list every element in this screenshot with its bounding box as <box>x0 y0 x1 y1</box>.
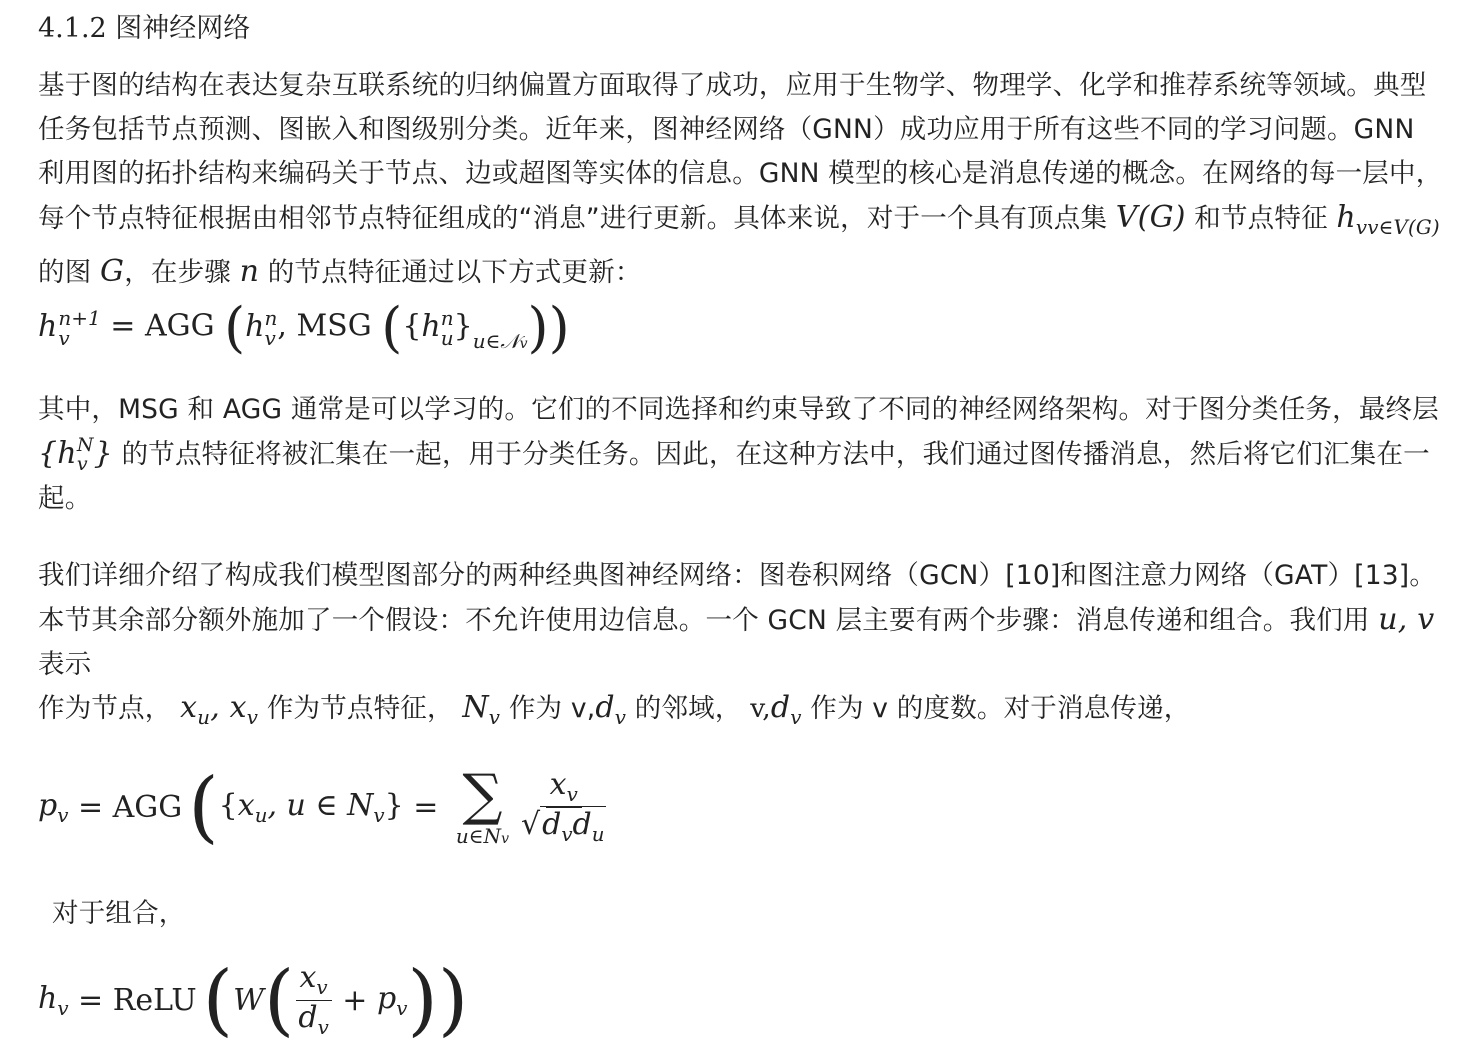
p4-x2-sub: v <box>246 705 259 729</box>
eq3-num-x: x <box>299 959 317 995</box>
eq2-summation <box>455 763 509 848</box>
p4-d1: d <box>595 690 615 725</box>
eq2-n-sub: v <box>373 803 385 827</box>
eq2-p-sub: v <box>57 803 69 827</box>
eq3-den-sub: v <box>317 1015 329 1039</box>
sigma-icon: ∑ <box>462 763 503 828</box>
p4-d2-sub: v <box>790 705 802 729</box>
math-dv-2 <box>770 690 802 729</box>
section-number: 4.1.2 <box>38 13 107 44</box>
eq1-agg: AGG <box>144 308 215 344</box>
eq1-hu-sup: n <box>440 305 454 330</box>
sqrt-icon: √ <box>520 806 541 842</box>
p4-n: N <box>462 690 489 725</box>
eq2-num-sub: v <box>566 782 578 806</box>
p4-x2: , x <box>210 690 247 725</box>
math-graph: G <box>100 253 125 289</box>
p1-text3: 的图 <box>38 256 92 288</box>
p4-text1: 作为节点， <box>38 693 172 724</box>
p4-text2: 作为节点特征， <box>266 693 454 724</box>
eq1-sub: v <box>58 325 70 350</box>
p4-n-sub: v <box>488 705 501 729</box>
eq1-hv-sub: v <box>264 325 276 350</box>
eq3-num-sub: v <box>316 975 328 999</box>
equation-aggregation: $p_v$ = AGG ( {$x_u$, u ∈ $N_v$} = ∑ u∈Nv $\frac{x_v}{√d_vd_u}$ <box>38 752 610 862</box>
equation-combination: $h_v$ = ReLU ( W ( $\frac{x_v}{d_v}$ + $p_v$ )) <box>38 954 469 1045</box>
eq2-num-x: x <box>549 766 567 802</box>
eq2-x: x <box>237 787 255 823</box>
math-dv-1 <box>595 690 627 729</box>
eq3-den-d: d <box>298 999 318 1035</box>
math-xu-xv <box>180 690 259 729</box>
paragraph-combination <box>52 892 1457 936</box>
equation-message-passing: h n+1 v = AGG (h n v , MSG ({h n u }$_{u\in 𝒩v}$)) <box>38 296 570 359</box>
math-node-features <box>1336 200 1440 239</box>
eq3-h-sub: v <box>57 996 69 1020</box>
p4-x1: x <box>180 690 198 725</box>
p4-d1-sub: v <box>614 705 627 729</box>
eq2-lim: u∈N <box>455 824 502 848</box>
math-nv <box>462 690 501 729</box>
eq3-h: h <box>38 980 58 1016</box>
eq1-set-sub: u∈𝒩 <box>472 328 520 353</box>
p3-text1: 我们详细介绍了构成我们模型图部分的两种经典图神经网络：图卷积网络（GCN）[10]和图注意力网络（GAT）[13]。本节其余部分额外施加了一个假设：不允许使用边信息。一个 GCN 层主要有两个步骤：消息传递和组合。我们用 <box>38 560 1437 636</box>
math-final-layer: {h N v } <box>38 434 113 475</box>
p2-h-sup: N <box>76 434 94 456</box>
p2-text1: 其中，MSG 和 AGG 通常是可以学习的。它们的不同选择和约束导致了不同的神经网络架构。对于图分类任务，最终层 <box>38 394 1439 425</box>
eq3-relu: ReLU <box>112 982 197 1018</box>
eq2-d1-sub: v <box>561 822 573 846</box>
eq1-hv: h <box>245 308 265 344</box>
p4-text4: 的邻域， <box>634 693 742 724</box>
p4-d2: d <box>770 690 791 725</box>
math-uv: u, v <box>1378 602 1435 637</box>
paragraph-gnn-intro <box>38 64 1443 295</box>
eq3-p-sub: v <box>396 996 408 1020</box>
eq2-u-in-n: u ∈ N <box>286 787 374 823</box>
eq2-fraction <box>517 768 611 846</box>
math-step: n <box>239 253 260 289</box>
eq2-p: p <box>38 787 58 823</box>
eq2-d1: d <box>542 806 562 842</box>
eq2-d2-sub: u <box>591 822 605 846</box>
section-heading <box>38 12 250 46</box>
paragraph-notation <box>38 686 1443 740</box>
p2-text2: 的节点特征将被汇集在一起，用于分类任务。因此，在这种方法中，我们通过图传播消息，然后将它们汇集在一起。 <box>38 439 1430 514</box>
paragraph-gcn-gat <box>38 554 1443 687</box>
eq2-x-sub: u <box>254 803 268 827</box>
math-vertex-set: V(G) <box>1115 200 1186 235</box>
eq1-hv-sup: n <box>264 305 278 330</box>
eq2-d2: d <box>572 806 592 842</box>
math-h: h <box>1336 200 1356 235</box>
eq3-fraction <box>294 961 332 1039</box>
p4-x1-sub: u <box>197 705 211 729</box>
p3-text2: 表示 <box>38 649 92 680</box>
paragraph-msg-agg <box>38 388 1443 521</box>
eq1-set-sub-v: v <box>519 335 528 352</box>
eq1-sup: n+1 <box>58 305 101 330</box>
p1-text4: ，在步骤 <box>124 256 232 288</box>
eq1-msg: MSG <box>296 308 372 344</box>
p1-text1: 基于图的结构在表达复杂互联系统的归纳偏置方面取得了成功，应用于生物学、物理学、化学和推荐系统等领域。典型任务包括节点预测、图嵌入和图级别分类。近年来，图神经网络（GNN）成功应用于所有这些不同的学习问题。GNN 利用图的拓扑结构来编码关于节点、边或超图等实体的信息。GNN 模型的核心是消息传递的概念。在网络的每一层中，每个节点特征根据由相邻节点特征组成的“消息”进行更新。具体来说，对于一个具有顶点集 <box>38 70 1443 234</box>
eq1-hu-sub: u <box>440 325 454 350</box>
eq2-agg: AGG <box>112 789 183 825</box>
p4-text5: v, <box>750 693 771 724</box>
eq1-h: h <box>38 308 58 344</box>
eq1-hu: h <box>421 308 441 344</box>
p5-text: 对于组合， <box>52 898 186 929</box>
p2-h: h <box>57 436 77 471</box>
section-title: 图神经网络 <box>115 13 251 44</box>
p4-text6: 作为 v 的度数。对于消息传递， <box>810 693 1191 724</box>
p1-text2: 和节点特征 <box>1194 203 1328 234</box>
p4-text3: 作为 v, <box>508 693 596 724</box>
math-h-sub: vv∈V(G) <box>1355 215 1440 239</box>
p2-h-sub: v <box>76 453 88 475</box>
eq3-p: p <box>376 980 397 1016</box>
eq2-lim-sub: v <box>501 831 509 847</box>
eq3-w: W <box>233 982 264 1018</box>
p1-text5: 的节点特征通过以下方式更新： <box>267 256 642 288</box>
